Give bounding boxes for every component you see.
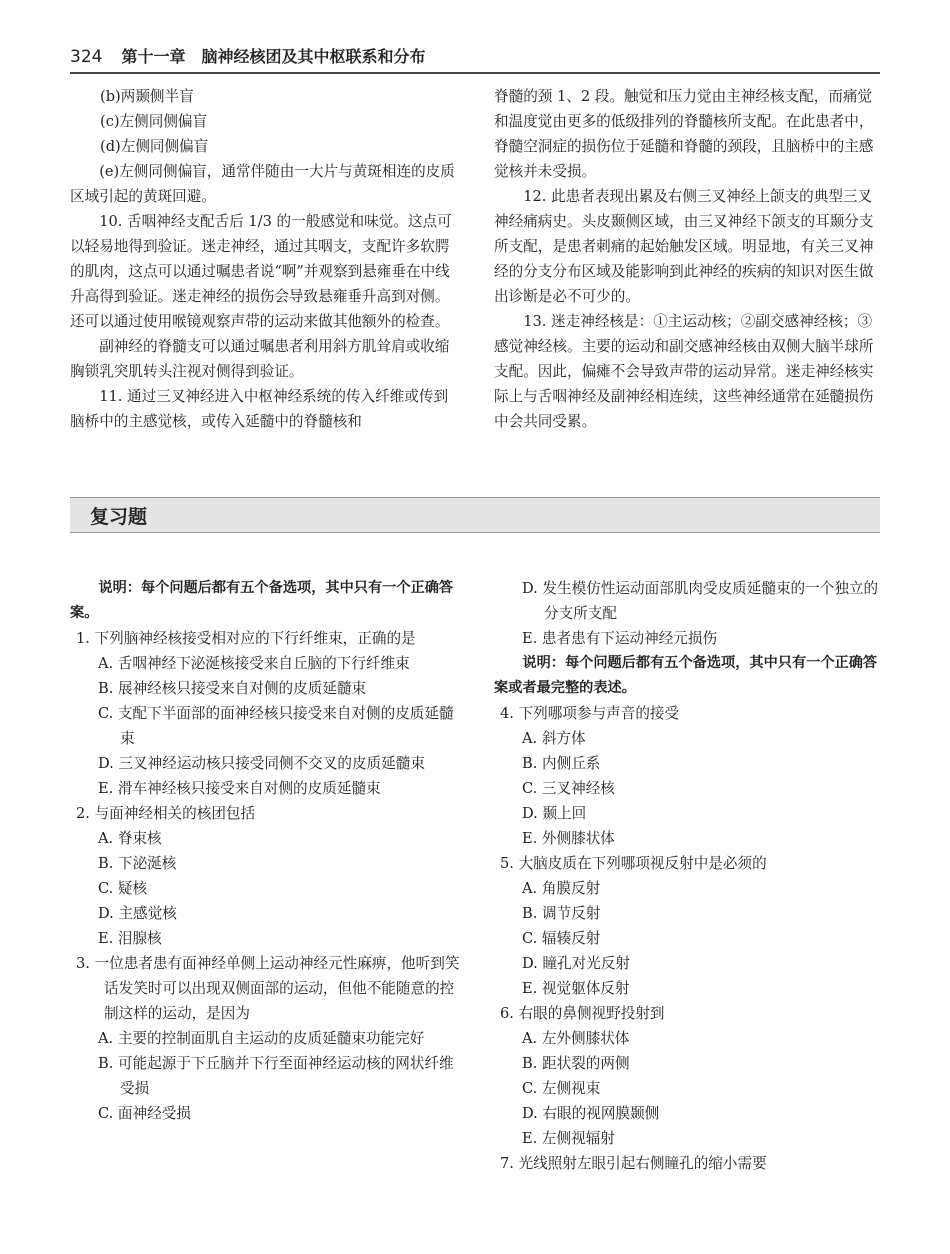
question-option: B. 距状裂的两侧 — [522, 1055, 630, 1072]
question: 5. 大脑皮质在下列哪项视反射中是必须的 — [500, 855, 767, 872]
question-option: B. 可能起源于下丘脑并下行至面神经运动核的网状纤维受损 — [98, 1055, 454, 1097]
question-option: D. 颞上回 — [522, 805, 587, 822]
question-option: C. 辐辏反射 — [522, 930, 601, 947]
answer-paragraph: (d)左侧同侧偏盲 — [100, 138, 209, 155]
question-option: D. 三叉神经运动核只接受同侧不交叉的皮质延髓束 — [98, 755, 425, 772]
question: 2. 与面神经相关的核团包括 — [76, 805, 256, 822]
question-option: D. 右眼的视网膜颞侧 — [522, 1105, 660, 1122]
answer-paragraph: 12. 此患者表现出累及右侧三叉神经上颌支的典型三叉神经痛病史。头皮颞侧区域，由三叉神经下颌支的耳颞分支所支配，是患者刺痛的起始触发区域。明显地，有关三叉神经的分支分布区域及能影响到此神经的疾病的知识对医生做出诊断是必不可少的。 — [494, 188, 874, 305]
question: 6. 右眼的鼻侧视野投射到 — [500, 1005, 665, 1022]
question-option: A. 主要的控制面肌自主运动的皮质延髓束功能完好 — [98, 1030, 425, 1047]
section-title: 复习题 — [90, 506, 148, 528]
question-option: B. 内侧丘系 — [522, 755, 601, 772]
page-header — [70, 44, 880, 74]
review-section-header — [70, 497, 880, 533]
answer-paragraph: 13. 迷走神经核是：①主运动核；②副交感神经核；③感觉神经核。主要的运动和副交感神经核由双侧大脑半球所支配。因此，偏瘫不会导致声带的运动异常。迷走神经核实际上与舌咽神经及副神经相连续，这些神经通常在延髓损伤中会共同受累。 — [494, 313, 874, 430]
question-option: E. 左侧视辐射 — [522, 1130, 615, 1147]
question-option: A. 脊束核 — [98, 830, 162, 847]
question-option: C. 支配下半面部的面神经核只接受来自对侧的皮质延髓束 — [98, 705, 454, 747]
question-option: A. 角膜反射 — [522, 880, 601, 897]
question-option: D. 瞳孔对光反射 — [522, 955, 631, 972]
question: 3. 一位患者患有面神经单侧上运动神经元性麻痹，他听到笑话发笑时可以出现双侧面部的运动，但他不能随意的控制这样的运动，是因为 — [76, 955, 460, 1022]
answer-paragraph: 10. 舌咽神经支配舌后 1/3 的一般感觉和味觉。这点可以轻易地得到验证。迷走神经，通过其咽支，支配许多软腭的肌肉，这点可以通过嘱患者说“啊”并观察到悬雍垂在中线升高得到验证。迷走神经的损伤会导致悬雍垂升高到对侧。还可以通过使用喉镜观察声带的运动来做其他额外的检查。 — [70, 213, 452, 330]
chapter-title: 第十一章 脑神经核团及其中枢联系和分布 — [121, 47, 426, 66]
review-left-column — [70, 576, 466, 1126]
page-number: 324 — [70, 47, 103, 67]
question-option: A. 舌咽神经下泌涎核接受来自丘脑的下行纤维束 — [98, 655, 410, 672]
instructions: 说明：每个问题后都有五个备选项，其中只有一个正确答案。 — [70, 580, 454, 621]
answer-paragraph: (e)左侧同侧偏盲，通常伴随由一大片与黄斑相连的皮质区域引起的黄斑回避。 — [70, 163, 455, 205]
question-option: B. 展神经核只接受来自对侧的皮质延髓束 — [98, 680, 367, 697]
question-option: E. 滑车神经核只接受来自对侧的皮质延髓束 — [98, 780, 381, 797]
question: 1. 下列脑神经核接受相对应的下行纤维束，正确的是 — [76, 630, 416, 647]
question-option: D. 主感觉核 — [98, 905, 177, 922]
question: 4. 下列哪项参与声音的接受 — [500, 705, 680, 722]
question-option: D. 发生模仿性运动面部肌肉受皮质延髓束的一个独立的分支所支配 — [522, 580, 879, 622]
question-option: E. 泪腺核 — [98, 930, 162, 947]
question-option: C. 面神经受损 — [98, 1105, 191, 1122]
question-option: E. 外侧膝状体 — [522, 830, 615, 847]
answers-left-column — [70, 84, 462, 434]
question-option: C. 疑核 — [98, 880, 148, 897]
answer-paragraph: 副神经的脊髓支可以通过嘱患者利用斜方肌耸肩或收缩胸锁乳突肌转头注视对侧得到验证。 — [70, 338, 450, 380]
question-option: E. 视觉躯体反射 — [522, 980, 630, 997]
question-option: B. 调节反射 — [522, 905, 601, 922]
instructions: 说明：每个问题后都有五个备选项，其中只有一个正确答案或者最完整的表述。 — [494, 655, 878, 696]
answer-paragraph: 11. 通过三叉神经进入中枢神经系统的传入纤维或传到脑桥中的主感觉核，或传入延髓中的脊髓核和 — [70, 388, 449, 430]
question-option: C. 三叉神经核 — [522, 780, 615, 797]
question-option: A. 斜方体 — [522, 730, 586, 747]
answers-right-column — [494, 84, 880, 434]
question-option: A. 左外侧膝状体 — [522, 1030, 630, 1047]
question-option: C. 左侧视束 — [522, 1080, 601, 1097]
answer-paragraph: 脊髓的颈 1、2 段。触觉和压力觉由主神经核支配，而痛觉和温度觉由更多的低级排列的脊髓核所支配。在此患者中，脊髓空洞症的损伤位于延髓和脊髓的颈段，且脑桥中的主感觉核并未受损。 — [494, 88, 874, 180]
review-right-column — [494, 576, 882, 1176]
question: 7. 光线照射左眼引起右侧瞳孔的缩小需要 — [500, 1155, 767, 1172]
question-option: E. 患者患有下运动神经元损伤 — [522, 630, 718, 647]
answer-paragraph: (c)左侧同侧偏盲 — [100, 113, 208, 130]
question-option: B. 下泌涎核 — [98, 855, 177, 872]
answer-paragraph: (b)两颞侧半盲 — [100, 88, 194, 105]
